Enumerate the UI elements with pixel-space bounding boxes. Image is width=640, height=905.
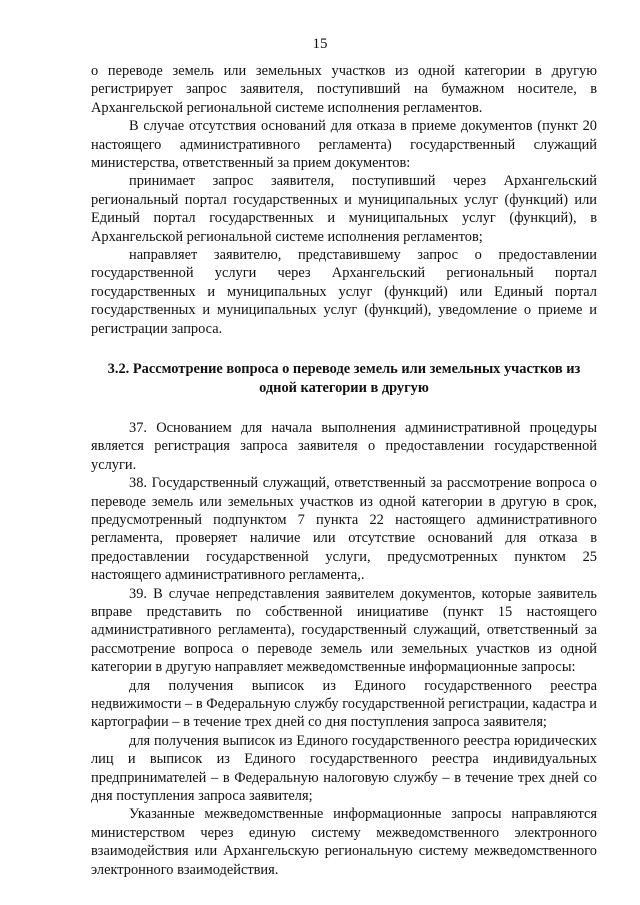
- paragraph-request-registry-realty: для получения выписок из Единого государственного реестра недвижимости – в Федеральную службу государственной регистрации, кадастра и картографии – в течение трех дней со дня поступления запроса заявителя;: [91, 677, 597, 731]
- paragraph-no-refusal-grounds: В случае отсутствия оснований для отказа в приеме документов (пункт 20 настоящего административного регламента) государственный служащий министерства, ответственный за прием документов:: [91, 118, 597, 172]
- paragraph-sends-notification: направляет заявителю, представившему запрос о предоставлении государственной услуги через Архангельский региональный портал государственных и муниципальных услуг (функций) или Единый портал государственных и муниципальных услуг (функций), уведомление о приеме и регистрации запроса.: [91, 247, 597, 337]
- section-heading: 3.2. Рассмотрение вопроса о переводе земель или земельных участков из одной категории в другую: [107, 361, 581, 396]
- paragraph-38: 38. Государственный служащий, ответственный за рассмотрение вопроса о переводе земель или земельных участков из одной категории в другую в срок, предусмотренный подпунктом 7 пункта 22 настоящего административного регламента, проверяет наличие или отсутствие оснований для отказа в предоставлении государственной услуги, предусмотренных пунктом 25 настоящего административного регламента,.: [91, 475, 597, 584]
- page-number: 15: [312, 36, 328, 52]
- paragraph-continuation: о переводе земель или земельных участков из одной категории в другую регистрирует запрос заявителя, поступивший на бумажном носителе, в Архангельской региональной системе исполнения регламентов.: [91, 63, 597, 116]
- paragraph-interagency-requests: Указанные межведомственные информационные запросы направляются министерством через единую систему межведомственного электронного взаимодействия или Архангельскую региональную систему межведомственного электронного взаимодействия.: [91, 806, 597, 878]
- paragraph-request-registry-legal-entities: для получения выписок из Единого государственного реестра юридических лиц и выписок из Единого государственного реестра индивидуальных предпринимателей – в Федеральную налоговую службу – в течение трех дней со дня поступления запроса заявителя;: [91, 732, 597, 805]
- paragraph-37: 37. Основанием для начала выполнения административной процедуры является регистрация запроса заявителя о предоставлении государственной услуги.: [91, 419, 597, 473]
- document-body: [91, 62, 597, 879]
- paragraph-accepts-request: принимает запрос заявителя, поступивший через Архангельский региональный портал государственных и муниципальных услуг (функций) или Единый портал государственных и муниципальных услуг (функций), в Архангельской региональной системе исполнения регламентов;: [91, 173, 597, 245]
- paragraph-39: 39. В случае непредставления заявителем документов, которые заявитель вправе представить по собственной инициативе (пункт 15 настоящего административного регламента), государственный служащий, ответственный за рассмотрение вопроса о переводе земель или земельных участков из одной категории в другую направляет межведомственные информационные запросы:: [91, 585, 597, 676]
